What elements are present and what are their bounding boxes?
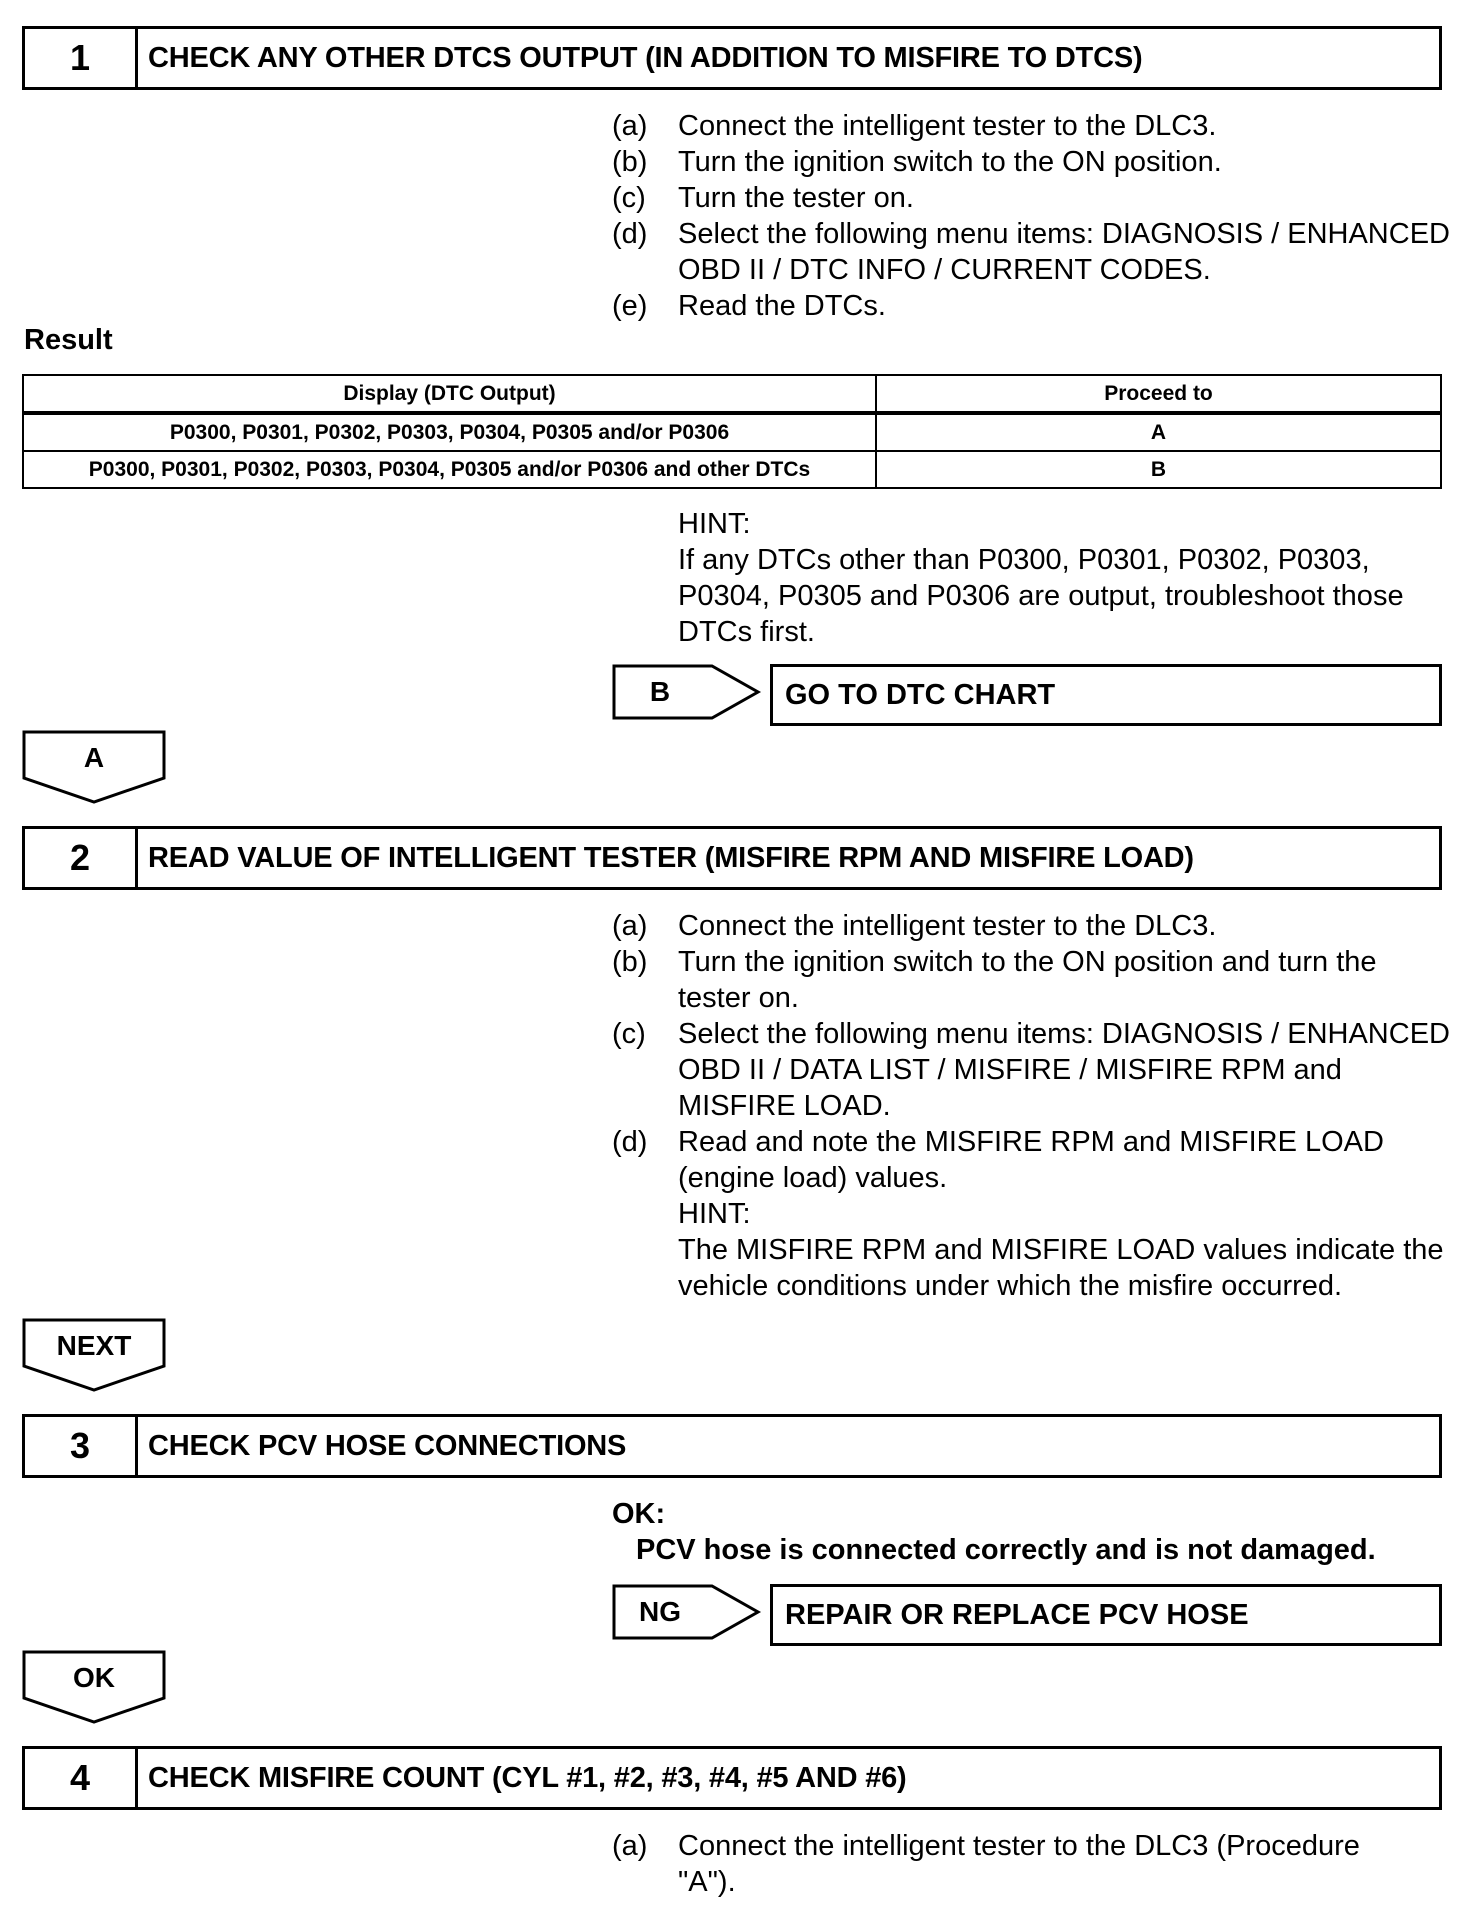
step-1-instructions bbox=[612, 108, 1452, 324]
instruction-item bbox=[612, 908, 1452, 944]
instruction-key: (e) bbox=[612, 290, 648, 322]
next-arrow-next[interactable] bbox=[22, 1318, 166, 1394]
step-1-hint bbox=[678, 506, 1448, 650]
step-title: CHECK ANY OTHER DTCS OUTPUT (IN ADDITION TO MISFIRE TO DTCS) bbox=[148, 41, 1143, 74]
instruction-text: Connect the intelligent tester to the DLC3. bbox=[678, 110, 1217, 142]
instruction-text: Connect the intelligent tester to the DLC3 (Procedure "A"). bbox=[678, 1830, 1360, 1898]
instruction-item bbox=[612, 108, 1452, 144]
result-label: Result bbox=[24, 324, 113, 356]
hint-text: If any DTCs other than P0300, P0301, P0302, P0303, P0304, P0305 and P0306 are output, troubleshoot those DTCs first. bbox=[678, 544, 1404, 648]
instruction-key: (d) bbox=[612, 218, 648, 250]
hint-text: The MISFIRE RPM and MISFIRE LOAD values indicate the vehicle conditions under which the misfire occurred. bbox=[678, 1234, 1444, 1302]
hint-label: HINT: bbox=[678, 508, 751, 540]
step-number: 1 bbox=[25, 29, 138, 87]
step-header-4 bbox=[22, 1746, 1442, 1810]
instruction-key: (d) bbox=[612, 1126, 648, 1158]
instruction-item bbox=[612, 1124, 1452, 1196]
table-cell: P0300, P0301, P0302, P0303, P0304, P0305 and/or P0306 bbox=[23, 413, 876, 451]
ok-text: PCV hose is connected correctly and is not damaged. bbox=[636, 1534, 1376, 1566]
step-4-instructions bbox=[612, 1828, 1452, 1900]
instruction-item bbox=[612, 180, 1452, 216]
table-cell: P0300, P0301, P0302, P0303, P0304, P0305 and/or P0306 and other DTCs bbox=[23, 451, 876, 488]
instruction-item bbox=[612, 144, 1452, 180]
step-header-3 bbox=[22, 1414, 1442, 1478]
branch-tag-ng[interactable] bbox=[612, 1584, 762, 1640]
instruction-key: (b) bbox=[612, 946, 648, 978]
instruction-text: Select the following menu items: DIAGNOSIS / ENHANCED OBD II / DATA LIST / MISFIRE / MISFIRE RPM and MISFIRE LOAD. bbox=[678, 1018, 1450, 1122]
step-header-2 bbox=[22, 826, 1442, 890]
result-table bbox=[22, 374, 1442, 489]
branch-result-box[interactable]: GO TO DTC CHART bbox=[770, 664, 1442, 726]
instruction-item bbox=[612, 1016, 1452, 1124]
table-cell: A bbox=[876, 413, 1441, 451]
instruction-text: Turn the tester on. bbox=[678, 182, 914, 214]
step-2-instructions bbox=[612, 908, 1452, 1304]
instruction-key: (c) bbox=[612, 1018, 646, 1050]
instruction-item bbox=[612, 216, 1452, 288]
step-title: CHECK MISFIRE COUNT (CYL #1, #2, #3, #4, #5 AND #6) bbox=[148, 1761, 907, 1794]
step-title: CHECK PCV HOSE CONNECTIONS bbox=[148, 1429, 627, 1462]
table-header: Display (DTC Output) bbox=[23, 375, 876, 413]
next-arrow-a[interactable] bbox=[22, 730, 166, 806]
arrow-label: A bbox=[83, 742, 105, 773]
step-3-ok bbox=[612, 1496, 1376, 1568]
next-arrow-ok[interactable] bbox=[22, 1650, 166, 1726]
hint-label: HINT: bbox=[678, 1198, 751, 1230]
instruction-text: Turn the ignition switch to the ON position and turn the tester on. bbox=[678, 946, 1377, 1014]
branch-result-box[interactable]: REPAIR OR REPLACE PCV HOSE bbox=[770, 1584, 1442, 1646]
table-header-row bbox=[23, 375, 1441, 413]
instruction-text: Select the following menu items: DIAGNOSIS / ENHANCED OBD II / DTC INFO / CURRENT CODES. bbox=[678, 218, 1450, 286]
arrow-label: OK bbox=[73, 1662, 115, 1693]
table-row bbox=[23, 451, 1441, 488]
instruction-key: (b) bbox=[612, 146, 648, 178]
instruction-text: Turn the ignition switch to the ON position. bbox=[678, 146, 1222, 178]
table-row bbox=[23, 413, 1441, 451]
instruction-key: (a) bbox=[612, 1830, 648, 1862]
branch-label: B bbox=[649, 676, 671, 707]
step-number: 2 bbox=[25, 829, 138, 887]
instruction-item bbox=[612, 288, 1452, 324]
step-number: 3 bbox=[25, 1417, 138, 1475]
instruction-key: (a) bbox=[612, 110, 648, 142]
instruction-key: (c) bbox=[612, 182, 646, 214]
instruction-text: Read the DTCs. bbox=[678, 290, 886, 322]
arrow-label: NEXT bbox=[56, 1330, 132, 1361]
table-header: Proceed to bbox=[876, 375, 1441, 413]
step-title: READ VALUE OF INTELLIGENT TESTER (MISFIRE RPM AND MISFIRE LOAD) bbox=[148, 841, 1194, 874]
instruction-item bbox=[612, 944, 1452, 1016]
branch-tag-b[interactable] bbox=[612, 664, 762, 720]
ok-label: OK: bbox=[612, 1498, 666, 1530]
instruction-item bbox=[612, 1828, 1452, 1900]
step-header-1 bbox=[22, 26, 1442, 90]
step-number: 4 bbox=[25, 1749, 138, 1807]
branch-label: NG bbox=[639, 1596, 681, 1627]
table-cell: B bbox=[876, 451, 1441, 488]
instruction-key: (a) bbox=[612, 910, 648, 942]
step-2-hint bbox=[612, 1196, 1452, 1304]
instruction-text: Connect the intelligent tester to the DLC3. bbox=[678, 910, 1217, 942]
instruction-text: Read and note the MISFIRE RPM and MISFIRE LOAD (engine load) values. bbox=[678, 1126, 1384, 1194]
